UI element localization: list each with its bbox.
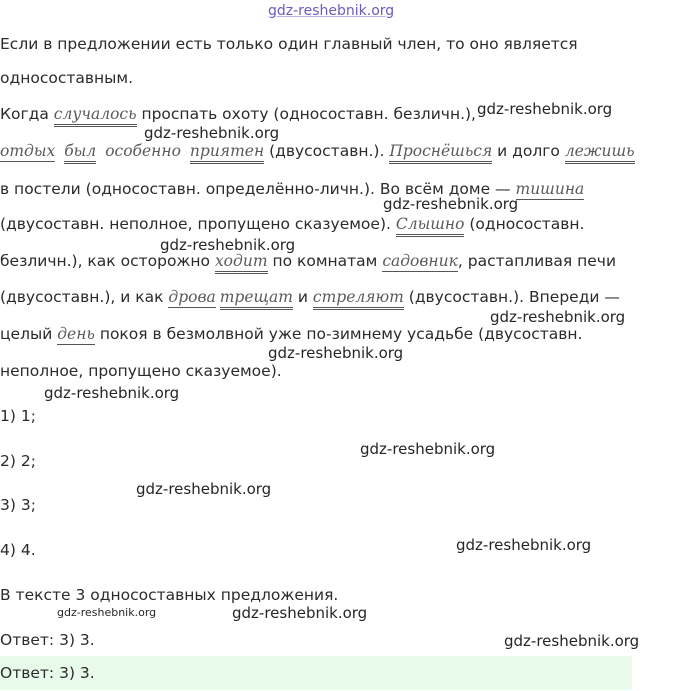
text-line — [0, 103, 476, 125]
watermark: gdz-reshebnik.org — [490, 308, 626, 326]
watermark: gdz-reshebnik.org — [477, 100, 613, 118]
watermark: gdz-reshebnik.org — [383, 195, 519, 213]
text-fragment: (двусоставн.). — [264, 142, 390, 160]
text-fragment: (двусоставн. неполное, пропущено сказуемое). — [0, 215, 396, 233]
text-fragment: (двусоставн.). Впереди — — [403, 288, 620, 306]
text-line — [0, 213, 584, 235]
subject-word: садовник — [382, 252, 458, 270]
watermark: gdz-reshebnik.org — [232, 604, 368, 622]
predicate-word: Проснёшься — [389, 142, 492, 164]
text-line: односоставным. — [0, 69, 133, 87]
option-item: 1) 1; — [0, 407, 36, 425]
watermark: gdz-reshebnik.org — [360, 440, 496, 458]
subject-word: день — [57, 325, 95, 343]
watermark: gdz-reshebnik.org — [160, 236, 296, 254]
answer-highlighted-text: Ответ: 3) 3. — [0, 664, 95, 682]
predicate-word: стреляют — [313, 288, 404, 310]
text-fragment: Когда — [0, 105, 54, 123]
predicate-word: ходит — [215, 252, 268, 274]
text-fragment: в постели (односоставн. определённо-личн.). Во всём доме — — [0, 180, 516, 198]
text-fragment: по комнатам — [267, 252, 383, 270]
predicate-word: был — [64, 142, 96, 164]
text-fragment: и долго — [492, 142, 565, 160]
watermark: gdz-reshebnik.org — [44, 384, 180, 402]
text-line: Если в предложении есть только один главный член, то оно является — [0, 35, 578, 53]
predicate-word: лежишь — [565, 142, 635, 164]
text-line — [0, 323, 582, 345]
text-line — [0, 286, 620, 308]
text-fragment: особенно — [105, 142, 181, 160]
option-item: 4) 4. — [0, 541, 36, 559]
predicate-word: трещат — [220, 288, 293, 310]
text-fragment: покоя в безмолвной уже по-зимнему усадьбе (двусоставн. — [94, 325, 583, 343]
watermark: gdz-reshebnik.org — [268, 344, 404, 362]
predicate-word: приятен — [190, 142, 264, 164]
text-line — [0, 140, 635, 162]
text-fragment: безличн.), как осторожно — [0, 252, 215, 270]
answer-text: Ответ: 3) 3. — [0, 631, 95, 649]
text-fragment: и — [292, 288, 313, 306]
watermark: gdz-reshebnik.org — [456, 536, 592, 554]
text-fragment: (двусоставн.), и как — [0, 288, 169, 306]
watermark-top[interactable]: gdz-reshebnik.org — [268, 3, 395, 19]
option-item: 2) 2; — [0, 452, 36, 470]
text-fragment: (односоставн. — [464, 215, 585, 233]
text-line: неполное, пропущено сказуемое). — [0, 362, 282, 380]
subject-word: отдых — [0, 142, 56, 160]
option-item: 3) 3; — [0, 496, 36, 514]
conclusion-text: В тексте 3 односоставных предложения. — [0, 586, 339, 604]
predicate-word: случалось — [54, 105, 137, 127]
subject-word: тишина — [515, 180, 585, 198]
watermark: gdz-reshebnik.org — [57, 606, 157, 619]
watermark: gdz-reshebnik.org — [144, 124, 280, 142]
watermark: gdz-reshebnik.org — [504, 632, 640, 650]
text-fragment: проспать охоту (односоставн. безличн.), — [136, 105, 476, 123]
text-fragment: , растапливая печи — [457, 252, 617, 270]
text-fragment: целый — [0, 325, 58, 343]
subject-word: дрова — [168, 288, 216, 306]
predicate-word: Слышно — [396, 215, 465, 237]
answer-highlight-box — [0, 656, 632, 690]
watermark: gdz-reshebnik.org — [136, 480, 272, 498]
text-line — [0, 250, 616, 272]
